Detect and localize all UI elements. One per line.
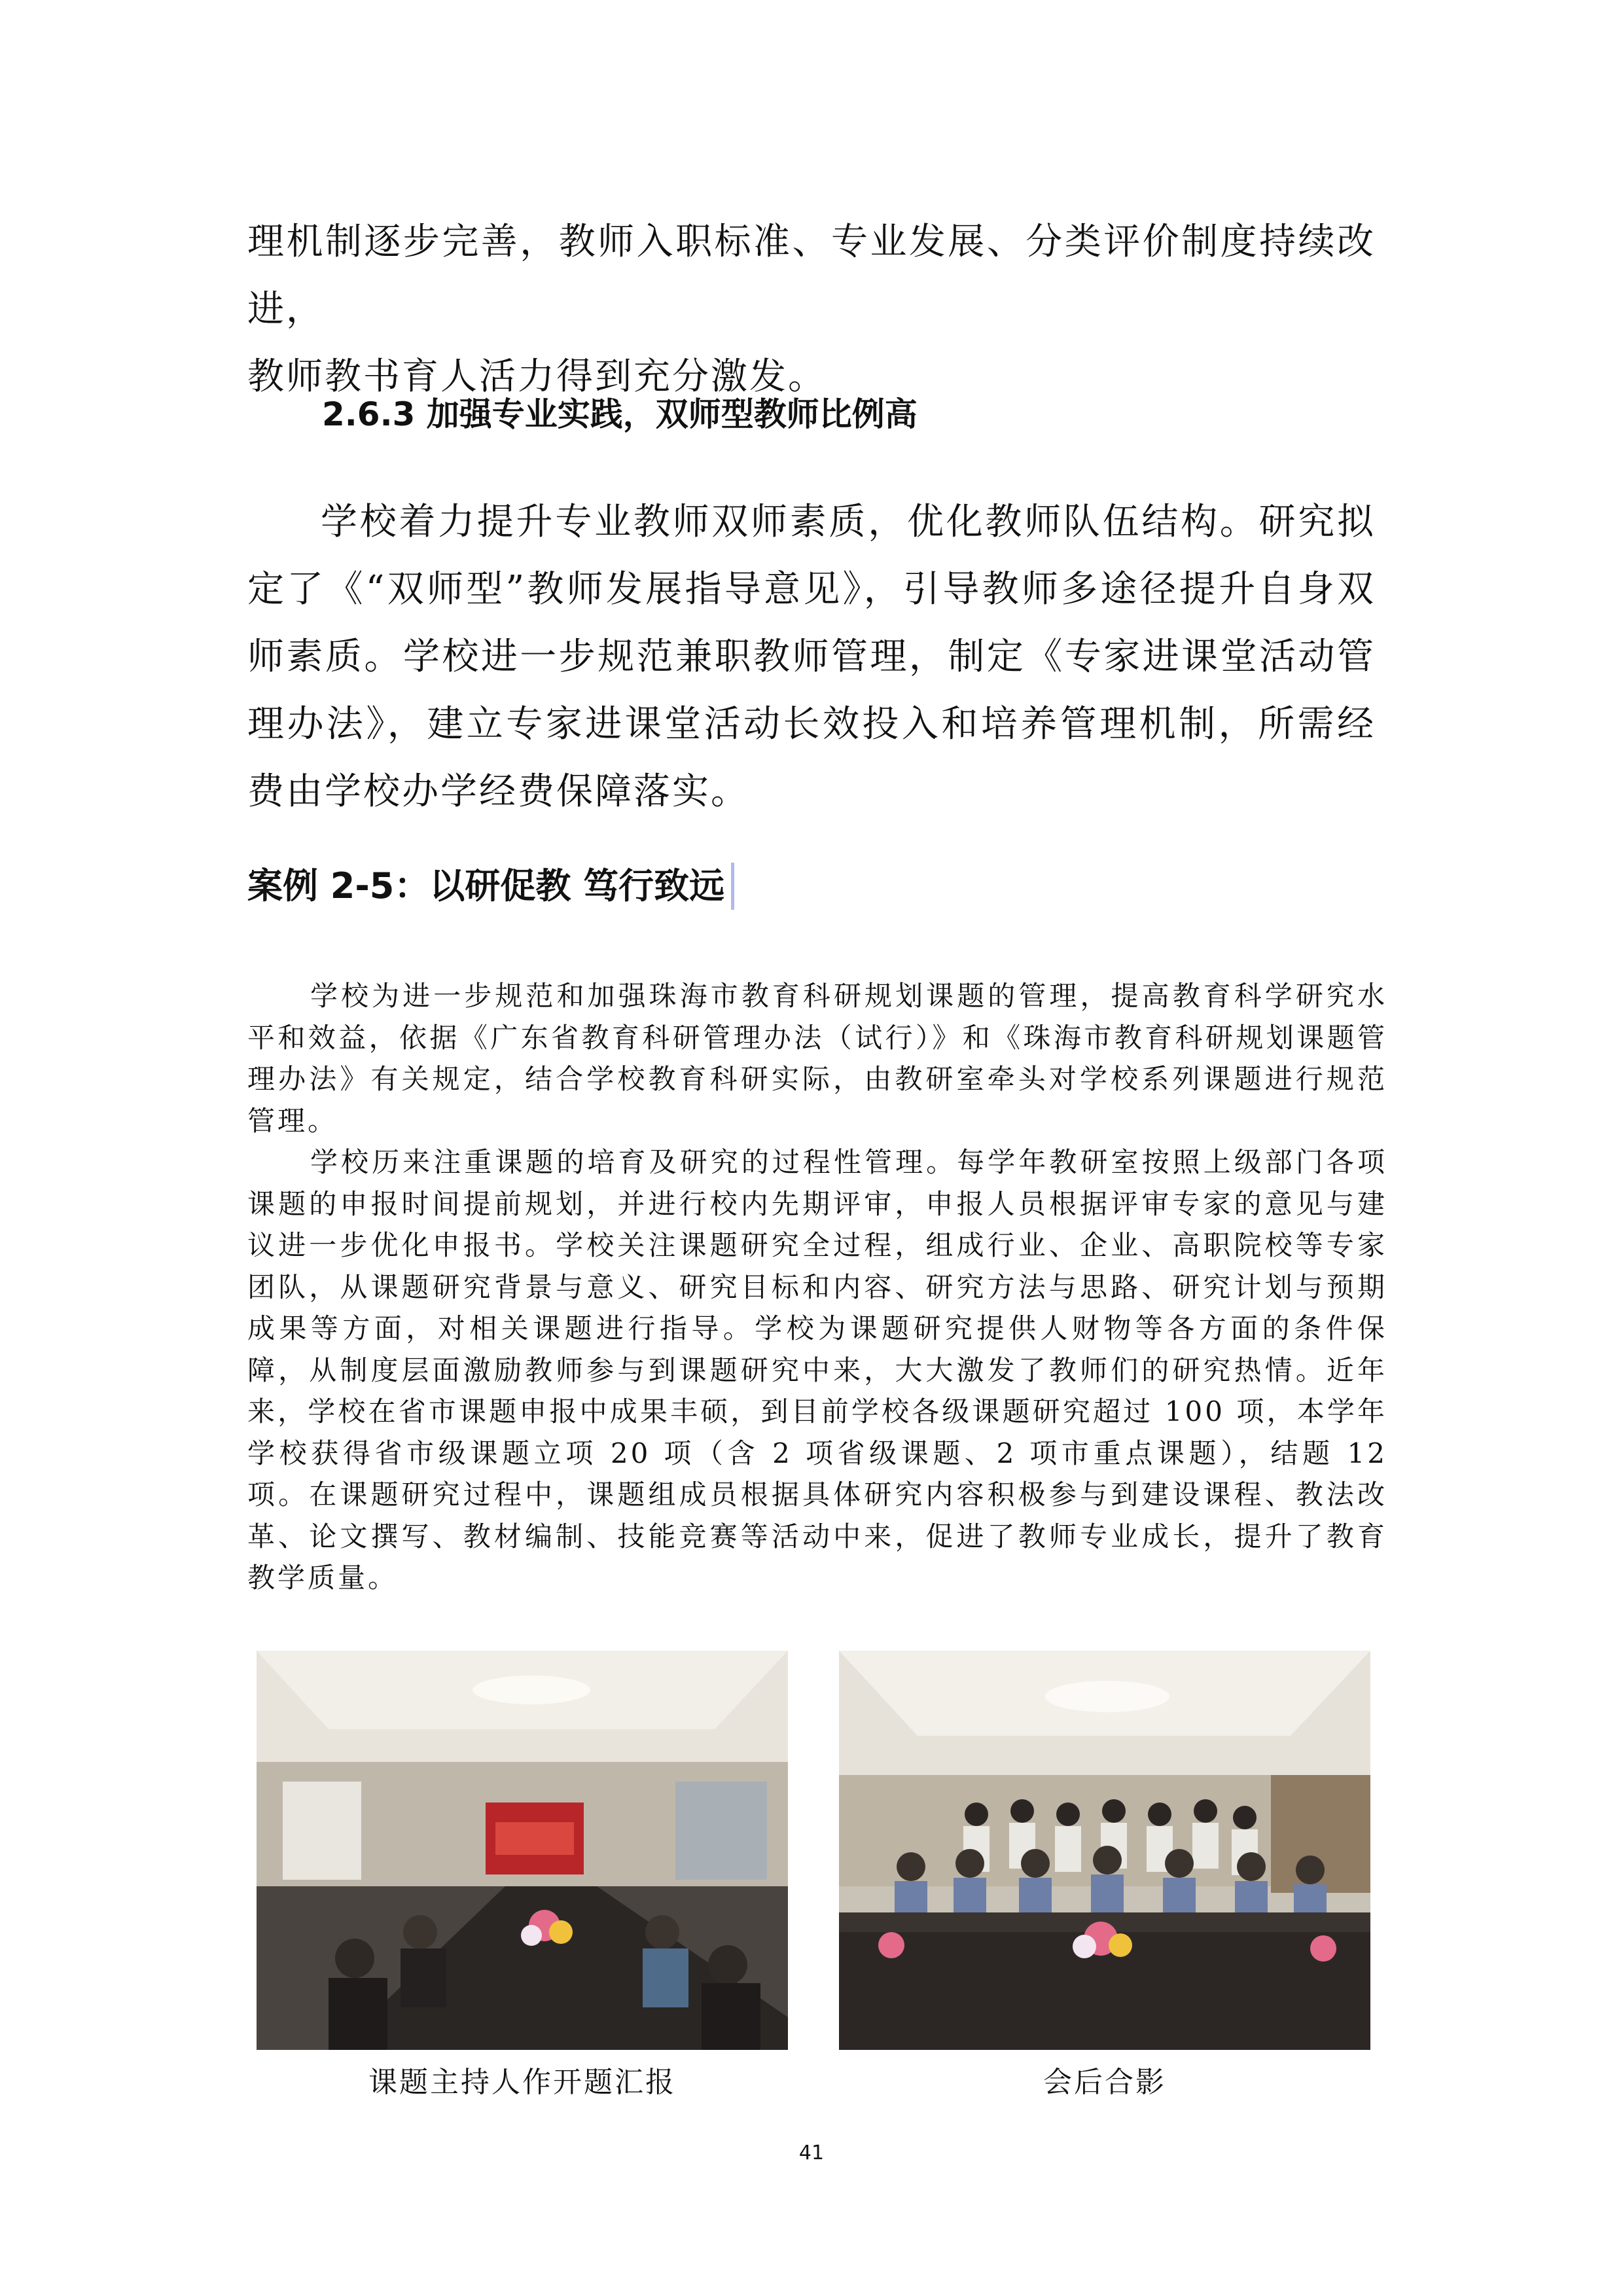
case-title: 案例 2-5：以研促教 笃行致远 xyxy=(247,863,734,910)
section-paragraph xyxy=(247,488,1376,825)
section-heading: 2.6.3 加强专业实践，双师型教师比例高 xyxy=(322,395,918,433)
section-paragraph-text: 学校着力提升专业教师双师素质，优化教师队伍结构。研究拟定了《“双师型”教师发展指导意见》，引导教师多途径提升自身双师素质。学校进一步规范兼职教师管理，制定《专家进课堂活动管理办法》，建立专家进课堂活动长效投入和培养管理机制，所需经费由学校办学经费保障落实。 xyxy=(247,501,1376,813)
intro-line-1: 理机制逐步完善，教师入职标准、专业发展、分类评价制度持续改进， xyxy=(247,221,1376,331)
case-paragraph-1: 学校为进一步规范和加强珠海市教育科研规划课题的管理，提高教育科学研究水平和效益，依据《广东省教育科研管理办法（试行）》和《珠海市教育科研规划课题管理办法》有关规定，结合学校教育科研实际，由教研室牵头对学校系列课题进行规范管理。 xyxy=(247,980,1387,1137)
group-photo xyxy=(839,1651,1370,2050)
meeting-report-photo xyxy=(257,1651,788,2050)
intro-line-2: 教师教书育人活力得到充分激发。 xyxy=(247,355,827,398)
right-photo-caption: 会后合影 xyxy=(1043,2066,1166,2099)
case-body xyxy=(247,975,1387,1599)
case-paragraph-2: 学校历来注重课题的培育及研究的过程性管理。每学年教研室按照上级部门各项课题的申报时间提前规划，并进行校内先期评审，申报人员根据评审专家的意见与建议进一步优化申报书。学校关注课题研究全过程，组成行业、企业、高职院校等专家团队，从课题研究背景与意义、研究目标和内容、研究方法与思路、研究计划与预期成果等方面，对相关课题进行指导。学校为课题研究提供人财物等各方面的条件保障，从制度层面激励教师参与到课题研究中来，大大激发了教师们的研究热情。近年来，学校在省市课题申报中成果丰硕，到目前学校各级课题研究超过 100 项，本学年学校获得省市级课题立项 20 项（含 2 项省级课题、2 项市重点课题），结题 12 项。在课题研究过程中，课题组成员根据具体研究内容积极参与到建设课程、教法改革、论文撰写、教材编制、技能竞赛等活动中来，促进了教师专业成长，提升了教育教学质量。 xyxy=(247,1146,1387,1594)
intro-paragraph xyxy=(247,208,1376,410)
page-number: 41 xyxy=(798,2142,825,2164)
left-photo-caption: 课题主持人作开题汇报 xyxy=(368,2066,676,2099)
